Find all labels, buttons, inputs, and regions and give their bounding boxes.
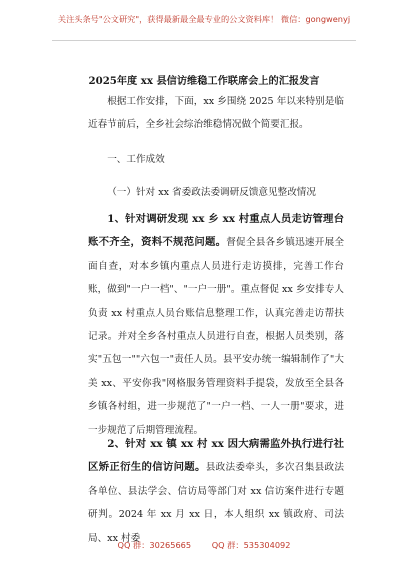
footer-qq-group-2: QQ 群：535304092 bbox=[211, 540, 291, 550]
header-banner: 关注头条号"公文研究"，获得最新最全最专业的公文资料库！ 微信：gongwenyj bbox=[57, 14, 351, 24]
header-divider bbox=[52, 40, 356, 41]
item-1-body: 督促全县各乡镇迅速开展全面自查，对本乡镇内重点人员进行走访摸排，完善工作台账，做到"一户一档"、"一户一册"。重点督促 xx 乡安排专人负责 xx 村重点人员台账信息整理工作，认真完善走访帮扶记录。并对全乡各村重点人员进行自查，根据人员类别，落实"五包一""六包一"责任人员。县平安办统一编辑制作了"大美 xx、平安你我"网格服务管理资料手提袋，发放至全县各乡镇各村组，进一步规范了"一户一档、一人一册"要求，进一步规范了后期管理流程。 bbox=[88, 237, 345, 436]
item-1-heading: 1、针对调研发现 xx 乡 xx 村重点人员走访管理台账不齐全，资料不规范问题。 bbox=[88, 213, 344, 249]
footer-contacts bbox=[0, 540, 408, 551]
item-2-paragraph bbox=[88, 433, 344, 550]
subsection-heading: （一）针对 xx 省委政法委调研反馈意见整改情况 bbox=[107, 187, 316, 198]
document-title: 2025年度 xx 县信访维稳工作联席会上的汇报发言 bbox=[88, 75, 320, 87]
section-heading: 一、工作成效 bbox=[107, 154, 165, 165]
item-1-paragraph bbox=[88, 208, 344, 442]
item-2-heading: 2、针对 xx 镇 xx 村 xx 因大病需监外执行进行社区矫正衍生的信访问题。 bbox=[88, 438, 344, 474]
intro-paragraph: 根据工作安排，下面，xx 乡围绕 2025 年以来特别是临近春节前后，全乡社会综治维稳情况做个简要汇报。 bbox=[88, 96, 344, 131]
footer-qq-group-1: QQ 群：30265665 bbox=[117, 540, 192, 550]
item-2-body: 县政法委牵头，多次召集县政法各单位、县法学会、信访局等部门对 xx 信访案件进行专题研判。2024 年 xx 月 xx 日，本人组织 xx 镇政府、司法局、xx 村委 bbox=[88, 462, 345, 544]
